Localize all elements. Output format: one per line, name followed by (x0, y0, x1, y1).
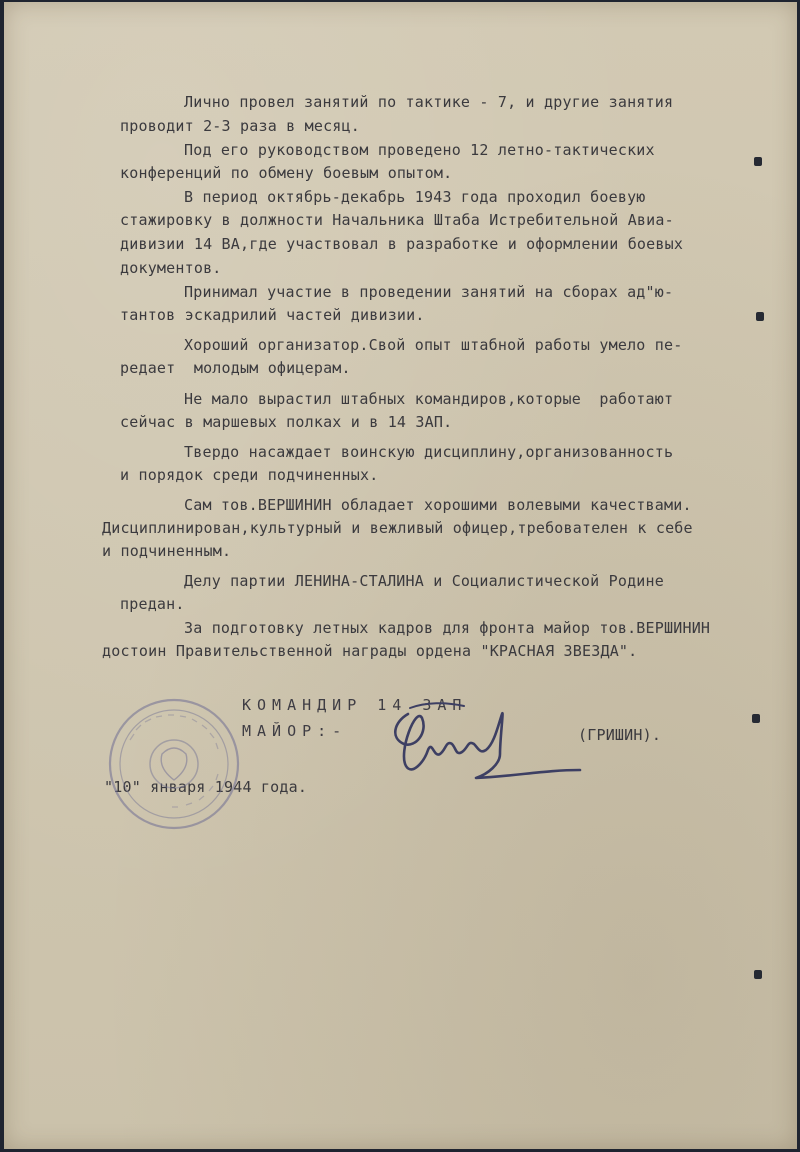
rank-label: МАЙОР:- (242, 722, 348, 740)
text-line: Хороший организатор.Свой опыт штабной работы умело пе- (184, 336, 683, 354)
text-line: Твердо насаждает воинскую дисциплину,организованность (184, 443, 674, 461)
text-line: Дисциплинирован,культурный и вежливый офицер,требователен к себе (102, 519, 693, 537)
text-line: Не мало вырастил штабных командиров,которые работают (184, 390, 674, 408)
text-line: дивизии 14 ВА,где участвовал в разработке и оформлении боевых (120, 235, 684, 253)
binder-hole (754, 157, 762, 166)
document-date: "10" января 1944 года. (104, 778, 308, 796)
signer-name: (ГРИШИН). (578, 726, 662, 744)
text-line: и подчиненным. (102, 542, 232, 560)
text-line: тантов эскадрилий частей дивизии. (120, 306, 425, 324)
text-line: и порядок среди подчиненных. (120, 466, 379, 484)
text-line: Лично провел занятий по тактике - 7, и другие занятия (184, 93, 674, 111)
handwritten-signature (376, 692, 606, 802)
text-line: документов. (120, 259, 222, 277)
text-line: редает молодым офицерам. (120, 359, 351, 377)
text-line: проводит 2-3 раза в месяц. (120, 117, 360, 135)
text-line: В период октябрь-декабрь 1943 года проходил боевую (184, 188, 646, 206)
binder-hole (752, 714, 760, 723)
text-line: сейчас в маршевых полках и в 14 ЗАП. (120, 413, 453, 431)
text-line: стажировку в должности Начальника Штаба Истребительной Авиа- (120, 211, 674, 229)
text-line: За подготовку летных кадров для фронта майор тов.ВЕРШИНИН (184, 619, 711, 637)
text-line: достоин Правительственной награды ордена "КРАСНАЯ ЗВЕЗДА". (102, 642, 638, 660)
text-line: предан. (120, 595, 185, 613)
official-stamp (100, 690, 248, 838)
text-line: Под его руководством проведено 12 летно-тактических (184, 141, 655, 159)
text-line: Делу партии ЛЕНИНА-СТАЛИНА и Социалистической Родине (184, 572, 664, 590)
binder-hole (754, 970, 762, 979)
text-line: Принимал участие в проведении занятий на сборах ад"ю- (184, 283, 674, 301)
document-page (4, 2, 797, 1149)
text-line: Сам тов.ВЕРШИНИН обладает хорошими волевыми качествами. (184, 496, 692, 514)
text-line: конференций по обмену боевым опытом. (120, 164, 453, 182)
binder-hole (756, 312, 764, 321)
commander-title: КОМАНДИР 14 ЗАП (242, 696, 468, 714)
